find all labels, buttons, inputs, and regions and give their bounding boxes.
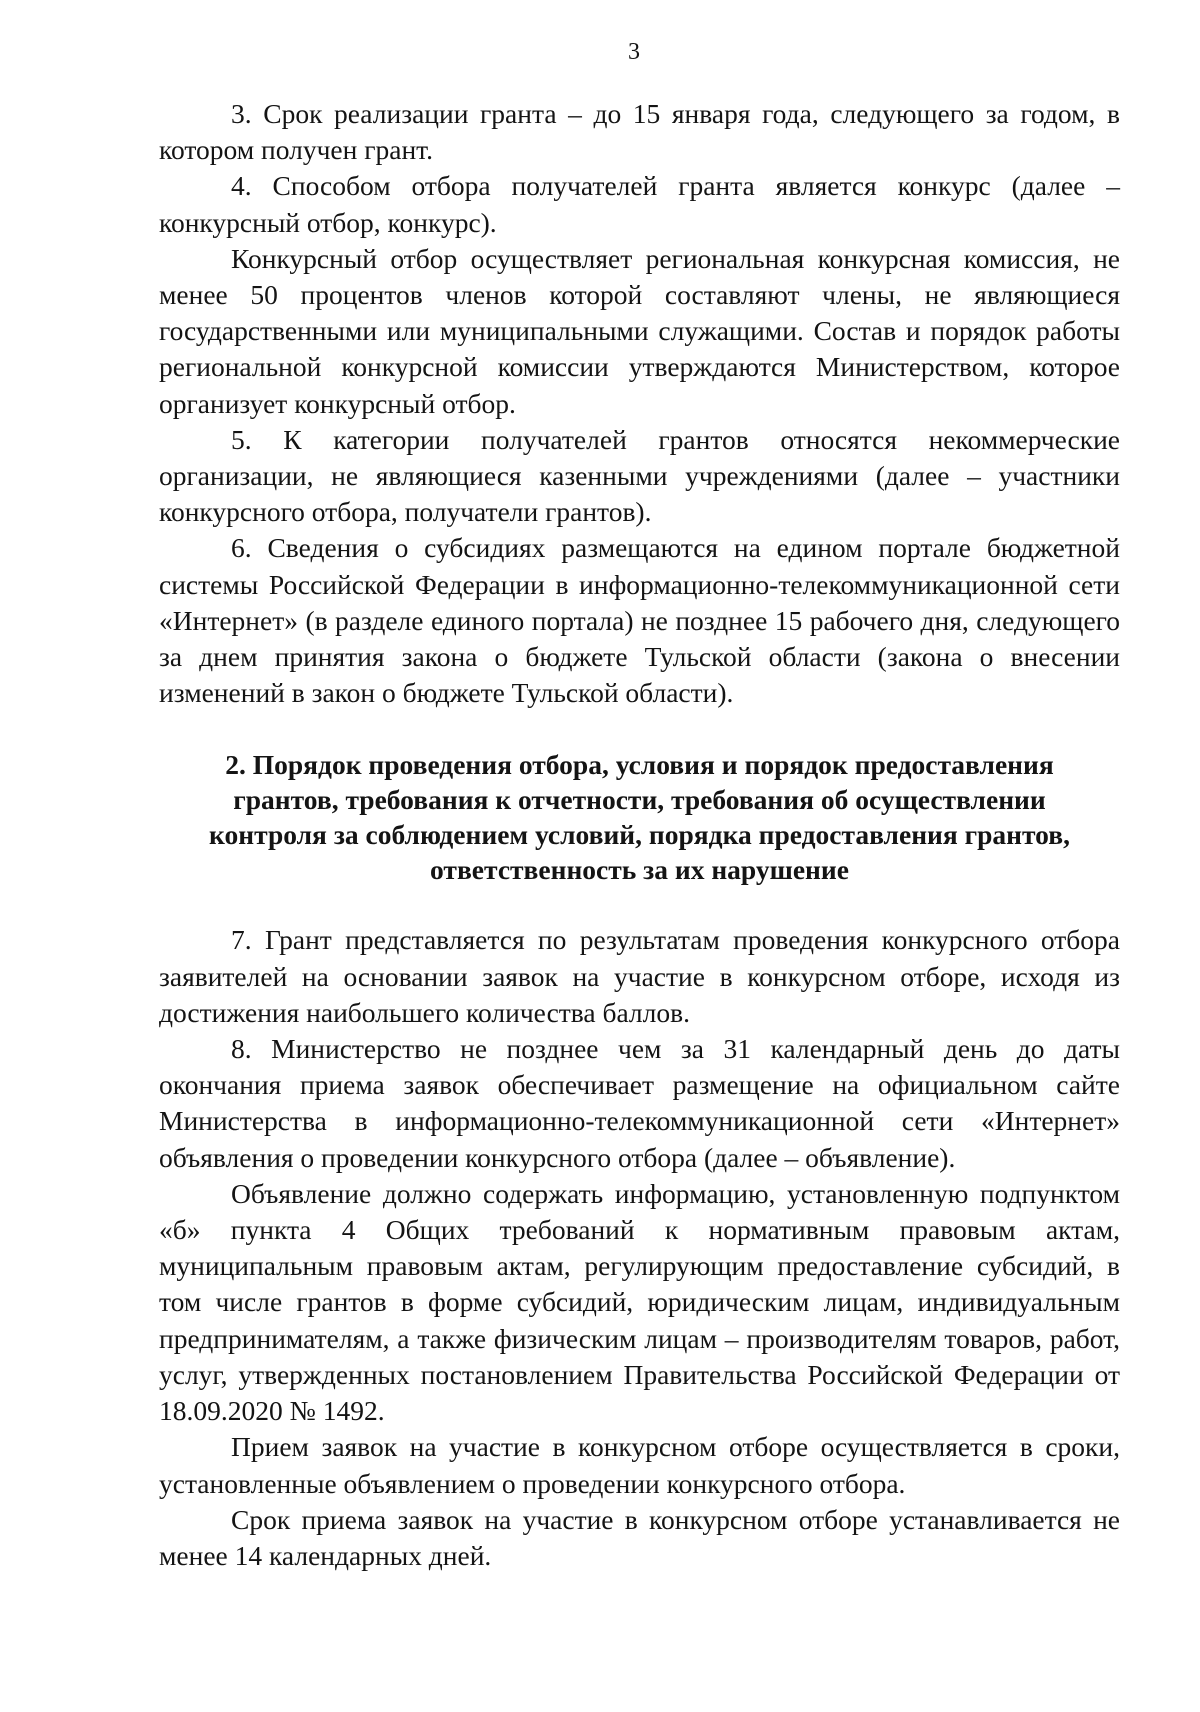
paragraph-item-7: 7. Грант представляется по результатам проведения конкурсного отбора заявителей на основании заявок на участие в конкурсном отборе, исходя из достижения наибольшего количества баллов. bbox=[159, 924, 1120, 1028]
paragraph-application-period: Срок приема заявок на участие в конкурсном отборе устанавливается не менее 14 календарных дней. bbox=[159, 1503, 1120, 1571]
paragraph-announcement-content: Объявление должно содержать информацию, установленную подпунктом «б» пункта 4 Общих требований к нормативным правовым актам, муниципальным правовым актам, регулирующим предоставление субсидий, в том числе грантов в форме субсидий, юридическим лицам, индивидуальным предпринимателям, а также физическим лицам – производителям товаров, работ, услуг, утвержденных постановлением Правительства Российской Федерации от 18.09.2020 № 1492. bbox=[159, 1177, 1120, 1427]
paragraph-item-4: 4. Способом отбора получателей гранта является конкурс (далее – конкурсный отбор, конкурс). bbox=[159, 170, 1120, 238]
paragraph-commission: Конкурсный отбор осуществляет региональная конкурсная комиссия, не менее 50 процентов членов которой составляют члены, не являющиеся государственными или муниципальными служащими. Состав и порядок работы региональной конкурсной комиссии утверждаются Министерством, которое организует конкурсный отбор. bbox=[159, 242, 1120, 419]
document-body bbox=[159, 96, 1120, 1574]
section-heading-line: контроля за соблюдением условий, порядка предоставления грантов, bbox=[209, 819, 1070, 851]
paragraph-application-timing: Прием заявок на участие в конкурсном отборе осуществляется в сроки, установленные объявлением о проведении конкурсного отбора. bbox=[159, 1431, 1120, 1499]
section-heading-line: грантов, требования к отчетности, требования об осуществлении bbox=[233, 784, 1046, 816]
page-number: 3 bbox=[628, 39, 640, 65]
section-heading-line: ответственность за их нарушение bbox=[430, 854, 849, 886]
paragraph-item-8: 8. Министерство не позднее чем за 31 календарный день до даты окончания приема заявок обеспечивает размещение на официальном сайте Министерства в информационно-телекоммуникационной сети «Интернет» объявления о проведении конкурсного отбора (далее – объявление). bbox=[159, 1033, 1120, 1173]
paragraph-item-5: 5. К категории получателей грантов относятся некоммерческие организации, не являющиеся казенными учреждениями (далее – участники конкурсного отбора, получатели грантов). bbox=[159, 423, 1120, 528]
paragraph-item-3: 3. Срок реализации гранта – до 15 января года, следующего за годом, в котором получен грант. bbox=[159, 98, 1120, 166]
section-heading bbox=[159, 747, 1120, 887]
paragraph-item-6: 6. Сведения о субсидиях размещаются на едином портале бюджетной системы Российской Федерации в информационно-телекоммуникационной сети «Интернет» (в разделе единого портала) не позднее 15 рабочего дня, следующего за днем принятия закона о бюджете Тульской области (закона о внесении изменений в закон о бюджете Тульской области). bbox=[159, 532, 1120, 709]
section-heading-line: 2. Порядок проведения отбора, условия и порядок предоставления bbox=[225, 749, 1054, 781]
